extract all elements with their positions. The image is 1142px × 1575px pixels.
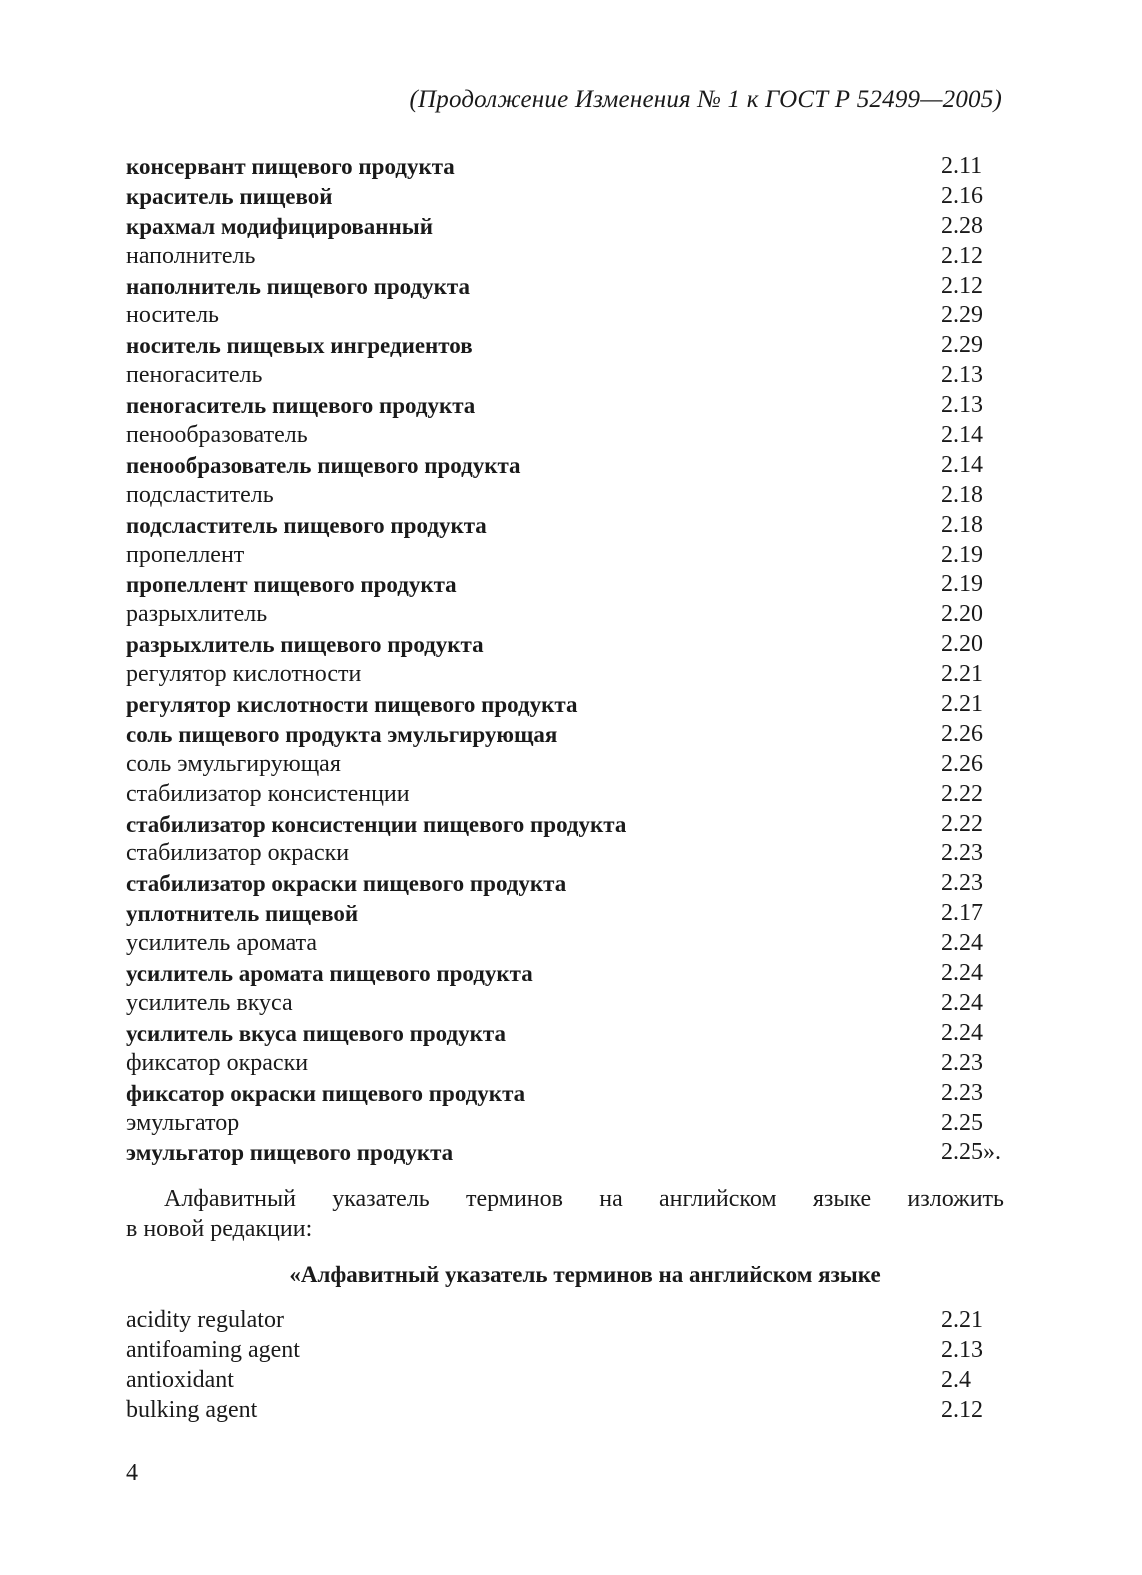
index-term: наполнитель пищевого продукта [126, 273, 470, 299]
index-term: усилитель аромата [126, 930, 318, 957]
index-term: acidity regulator [126, 1307, 284, 1333]
index-term: усилитель вкуса пищевого продукта [126, 1020, 506, 1046]
index-term: подсластитель пищевого продукта [126, 512, 487, 538]
russian-index-entry [126, 600, 986, 630]
index-reference: 2.25». [941, 1139, 1001, 1166]
russian-index-entry [126, 780, 986, 810]
index-reference: 2.23 [941, 1079, 983, 1106]
index-reference: 2.18 [941, 511, 983, 538]
russian-index-entry [126, 1138, 1001, 1168]
index-term: подсластитель [126, 481, 274, 508]
index-reference: 2.24 [941, 960, 983, 987]
russian-index-entry [126, 690, 986, 720]
paragraph-line-2: в новой редакции: [126, 1216, 313, 1242]
index-term: стабилизатор консистенции пищевого продукта [126, 811, 627, 837]
russian-index-entry [126, 272, 986, 302]
index-reference: 2.17 [941, 900, 983, 927]
russian-index-entry [126, 869, 986, 899]
index-reference: 2.20 [941, 631, 983, 658]
english-index-entry [126, 1336, 986, 1366]
index-term: фиксатор окраски пищевого продукта [126, 1080, 526, 1106]
index-reference: 2.24 [941, 1019, 983, 1046]
page-number: 4 [126, 1460, 138, 1486]
page-header: (Продолжение Изменения № 1 к ГОСТ Р 52499—2005) [409, 86, 1002, 113]
russian-index-entry [126, 899, 986, 929]
russian-index-entry [126, 1079, 986, 1109]
index-term: носитель [126, 302, 219, 329]
index-reference: 2.29 [941, 302, 983, 329]
index-term: консервант пищевого продукта [126, 154, 455, 179]
russian-index-entry [126, 929, 986, 959]
index-reference: 2.21 [941, 691, 983, 718]
index-term: пеногаситель пищевого продукта [126, 393, 476, 419]
index-reference: 2.23 [941, 1049, 983, 1076]
russian-index-entry [126, 1049, 986, 1079]
index-term: соль эмульгирующая [126, 750, 341, 777]
russian-index-entry [126, 541, 986, 571]
index-term: стабилизатор консистенции [126, 780, 410, 807]
english-index-entry [126, 1396, 986, 1426]
instruction-paragraph [126, 1184, 1004, 1244]
russian-index-entry [126, 481, 986, 511]
index-term: соль пищевого продукта эмульгирующая [126, 721, 558, 747]
russian-index-entry [126, 182, 986, 212]
index-reference: 2.13 [941, 1336, 983, 1363]
index-reference: 2.24 [941, 989, 983, 1016]
index-reference: 2.12 [941, 272, 983, 299]
index-reference: 2.26 [941, 750, 983, 777]
index-term: эмульгатор пищевого продукта [126, 1140, 454, 1166]
russian-index-entry [126, 361, 986, 391]
russian-index-entry [126, 152, 986, 182]
index-term: разрыхлитель пищевого продукта [126, 632, 484, 658]
index-reference: 2.24 [941, 930, 983, 957]
russian-index-entry [126, 989, 986, 1019]
index-reference: 2.19 [941, 541, 983, 568]
index-reference: 2.19 [941, 571, 983, 598]
russian-index-entry [126, 750, 986, 780]
index-term: пенообразователь пищевого продукта [126, 452, 521, 478]
index-reference: 2.12 [941, 1396, 983, 1423]
index-term: разрыхлитель [126, 601, 268, 628]
english-term-index [126, 1306, 986, 1426]
index-reference: 2.16 [941, 182, 983, 209]
russian-index-entry [126, 570, 986, 600]
russian-index-entry [126, 810, 986, 840]
russian-index-entry [126, 212, 986, 242]
index-reference: 2.21 [941, 661, 983, 688]
russian-index-entry [126, 331, 986, 361]
index-term: уплотнитель пищевой [126, 901, 359, 927]
index-term: пропеллент [126, 541, 245, 568]
index-term: регулятор кислотности [126, 661, 362, 688]
index-reference: 2.14 [941, 422, 983, 449]
paragraph-line-1-text: Алфавитный указатель терминов на английском языке изложить [164, 1186, 1004, 1212]
index-reference: 2.4 [941, 1366, 971, 1393]
index-term: наполнитель [126, 242, 256, 269]
index-reference: 2.28 [941, 212, 983, 239]
index-reference: 2.22 [941, 810, 983, 837]
index-reference: 2.12 [941, 242, 983, 269]
index-reference: 2.14 [941, 451, 983, 478]
index-reference: 2.21 [941, 1307, 983, 1333]
russian-index-entry [126, 1109, 986, 1139]
index-term: носитель пищевых ингредиентов [126, 333, 473, 359]
russian-index-entry [126, 511, 986, 541]
index-reference: 2.11 [941, 153, 983, 179]
russian-index-entry [126, 242, 986, 272]
index-term: bulking agent [126, 1396, 258, 1423]
russian-index-entry [126, 1019, 986, 1049]
section-title: «Алфавитный указатель терминов на английском языке [289, 1262, 881, 1287]
index-term: усилитель аромата пищевого продукта [126, 961, 533, 987]
index-term: antifoaming agent [126, 1336, 300, 1363]
index-reference: 2.13 [941, 392, 983, 419]
russian-index-entry [126, 660, 986, 690]
index-term: регулятор кислотности пищевого продукта [126, 692, 578, 718]
index-reference: 2.23 [941, 870, 983, 897]
index-reference: 2.26 [941, 720, 983, 747]
russian-index-entry [126, 421, 986, 451]
index-reference: 2.23 [941, 840, 983, 867]
index-term: antioxidant [126, 1366, 234, 1393]
index-reference: 2.29 [941, 332, 983, 359]
index-term: фиксатор окраски [126, 1049, 309, 1076]
index-term: усилитель вкуса [126, 989, 293, 1016]
index-term: пенообразователь [126, 422, 308, 449]
index-term: стабилизатор окраски [126, 840, 350, 867]
russian-term-index [126, 152, 1001, 1168]
english-index-entry [126, 1366, 986, 1396]
english-index-entry [126, 1306, 986, 1336]
index-reference: 2.18 [941, 481, 983, 508]
index-reference: 2.13 [941, 362, 983, 389]
index-term: краситель пищевой [126, 183, 333, 209]
index-term: стабилизатор окраски пищевого продукта [126, 871, 567, 897]
index-term: крахмал модифицированный [126, 213, 434, 239]
russian-index-entry [126, 630, 986, 660]
index-reference: 2.20 [941, 601, 983, 628]
russian-index-entry [126, 391, 986, 421]
index-term: эмульгатор [126, 1109, 240, 1136]
paragraph-line-1 [126, 1184, 1004, 1214]
russian-index-entry [126, 301, 986, 331]
russian-index-entry [126, 959, 986, 989]
index-term: пеногаситель [126, 362, 263, 389]
russian-index-entry [126, 720, 986, 750]
index-term: пропеллент пищевого продукта [126, 572, 457, 598]
russian-index-entry [126, 451, 986, 481]
index-reference: 2.25 [941, 1109, 983, 1136]
index-reference: 2.22 [941, 780, 983, 807]
russian-index-entry [126, 839, 986, 869]
